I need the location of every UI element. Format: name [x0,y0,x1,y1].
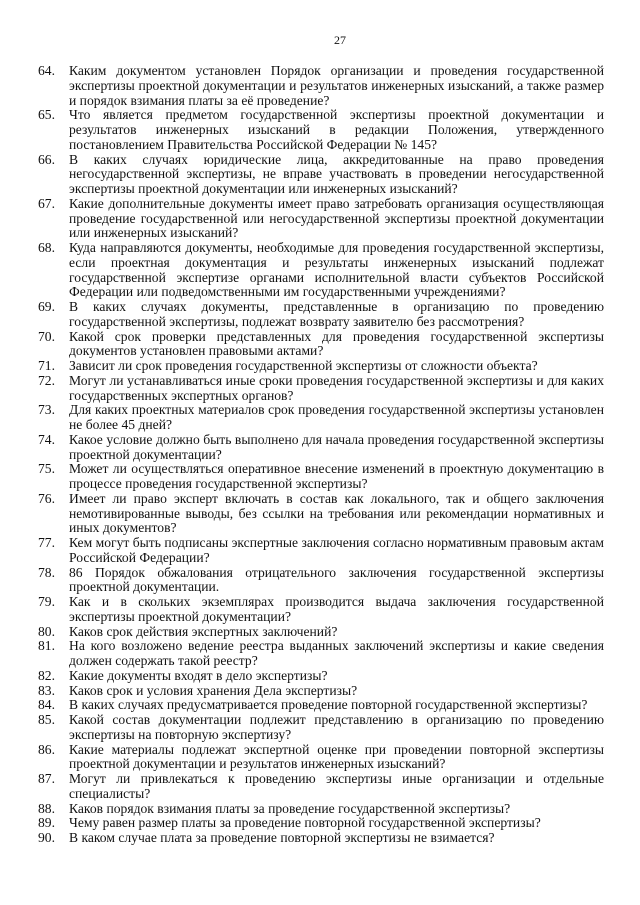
question-number: 77. [38,535,55,550]
question-number: 85. [38,712,55,727]
question-number: 87. [38,771,55,786]
question-number: 88. [38,800,55,816]
question-number: 64. [38,63,55,78]
question-text: Для каких проектных материалов срок проведения государственной экспертизы установлен не более 45 дней? [69,402,604,432]
question-number: 67. [38,195,55,211]
question-text: В каких случаях документы, представленные в организацию по проведению государственной экспертизы, подлежат возврату заявителю без рассмотрения? [69,299,604,329]
question-item [38,197,604,241]
question-number: 78. [38,564,55,580]
question-number: 86. [38,741,55,757]
question-text: Кем могут быть подписаны экспертные заключения согласно нормативным правовым актам Российской Федерации? [69,535,604,565]
question-item [38,684,604,699]
question-number: 82. [38,667,55,683]
question-text: В каких случаях предусматривается проведение повторной государственной экспертизы? [69,697,588,713]
question-number: 74. [38,431,55,447]
question-number: 68. [38,240,55,255]
question-list [38,64,604,846]
question-number: 76. [38,490,55,506]
question-item [38,330,604,360]
question-item [38,536,604,566]
question-number: 72. [38,372,55,388]
question-text: Могут ли привлекаться к проведению экспертизы иные организации и отдельные специалисты? [69,771,604,801]
question-text: Куда направляются документы, необходимые для проведения государственной экспертизы, если проектная документация и результаты инженерных изысканий подлежат государственной экспертизе органами исполнительной власти субъектов Российской Федерации или подведомственными им государственными учреждениями? [69,240,604,300]
question-number: 71. [38,358,55,373]
question-item [38,831,604,846]
question-number: 89. [38,815,55,831]
question-item [38,698,604,713]
question-text: Имеет ли право эксперт включать в состав как локального, так и общего заключения немотивированные выводы, без ссылки на требования или рекомендации нормативных и иных документов? [69,490,604,536]
question-number: 65. [38,107,55,123]
question-text: Зависит ли срок проведения государственной экспертизы от сложности объекта? [69,358,538,373]
question-text: Каков порядок взимания платы за проведение государственной экспертизы? [69,800,511,816]
question-text: Что является предметом государственной экспертизы проектной документации и результатов инженерных изысканий в редакции Положения, утвержденного постановлением Правительства Российской Федерации № 145? [69,107,604,152]
question-number: 79. [38,594,55,609]
question-item [38,566,604,596]
question-item [38,595,604,625]
question-number: 75. [38,461,55,477]
question-item [38,300,604,330]
question-item [38,713,604,743]
question-text: Каков срок и условия хранения Дела экспертизы? [69,682,358,698]
question-text: Может ли осуществляться оперативное внесение изменений в проектную документацию в процессе проведения государственной экспертизы? [69,461,604,491]
question-number: 83. [38,682,55,698]
question-item [38,108,604,152]
question-item [38,153,604,197]
question-item [38,772,604,802]
question-text: В каких случаях юридические лица, аккредитованные на право проведения негосударственной экспертизы, не вправе участвовать в проведении негосударственной экспертизы проектной документации или инженерных изысканий? [69,151,604,196]
question-number: 66. [38,151,55,167]
question-number: 90. [38,830,55,845]
question-text: Какие материалы подлежат экспертной оценке при проведении повторной экспертизы проектной документации и результатов инженерных изысканий? [69,741,604,772]
question-number: 81. [38,638,55,654]
question-text: В каком случае плата за проведение повторной экспертизы не взимается? [69,830,495,845]
question-number: 84. [38,697,55,713]
question-text: На кого возложено ведение реестра выданных заключений экспертизы и какие сведения должен содержать такой реестр? [69,638,604,668]
question-item [38,374,604,404]
question-text: 86 Порядок обжалования отрицательного заключения государственной экспертизы проектной документации. [69,564,604,595]
question-text: Чему равен размер платы за проведение повторной государственной экспертизы? [69,815,541,831]
question-number: 73. [38,402,55,418]
question-item [38,64,604,108]
question-item [38,625,604,640]
question-number: 80. [38,623,55,639]
question-text: Как и в скольких экземплярах производится выдача заключения государственной экспертизы проектной документации? [69,594,604,624]
question-number: 69. [38,299,55,314]
question-text: Каков срок действия экспертных заключений? [69,623,338,639]
question-item [38,403,604,433]
question-text: Какие документы входят в дело экспертизы? [69,667,328,683]
question-text: Какое условие должно быть выполнено для начала проведения государственной экспертизы проектной документации? [69,431,604,462]
question-item [38,359,604,374]
question-text: Какой состав документации подлежит представлению в организацию по проведению экспертизы на повторную экспертизу? [69,712,604,742]
question-text: Каким документом установлен Порядок организации и проведения государственной экспертизы проектной документации и результатов инженерных изысканий, а также размер и порядок взимания платы за её проведение? [69,63,604,108]
question-text: Могут ли устанавливаться иные сроки проведения государственной экспертизы и для каких государственных экспертных органов? [69,372,604,403]
question-item [38,802,604,817]
question-text: Какие дополнительные документы имеет право затребовать организация осуществляющая проведение государственной или негосударственной экспертизы проектной документации или инженерных изысканий? [69,195,604,241]
question-item [38,743,604,773]
question-item [38,816,604,831]
question-item [38,669,604,684]
question-text: Какой срок проверки представленных для проведения государственной экспертизы документов установлен правовыми актами? [69,328,604,359]
question-item [38,241,604,300]
question-item [38,462,604,492]
question-item [38,492,604,536]
question-item [38,639,604,669]
question-item [38,433,604,463]
question-number: 70. [38,328,55,344]
page-number: 27 [334,33,346,47]
